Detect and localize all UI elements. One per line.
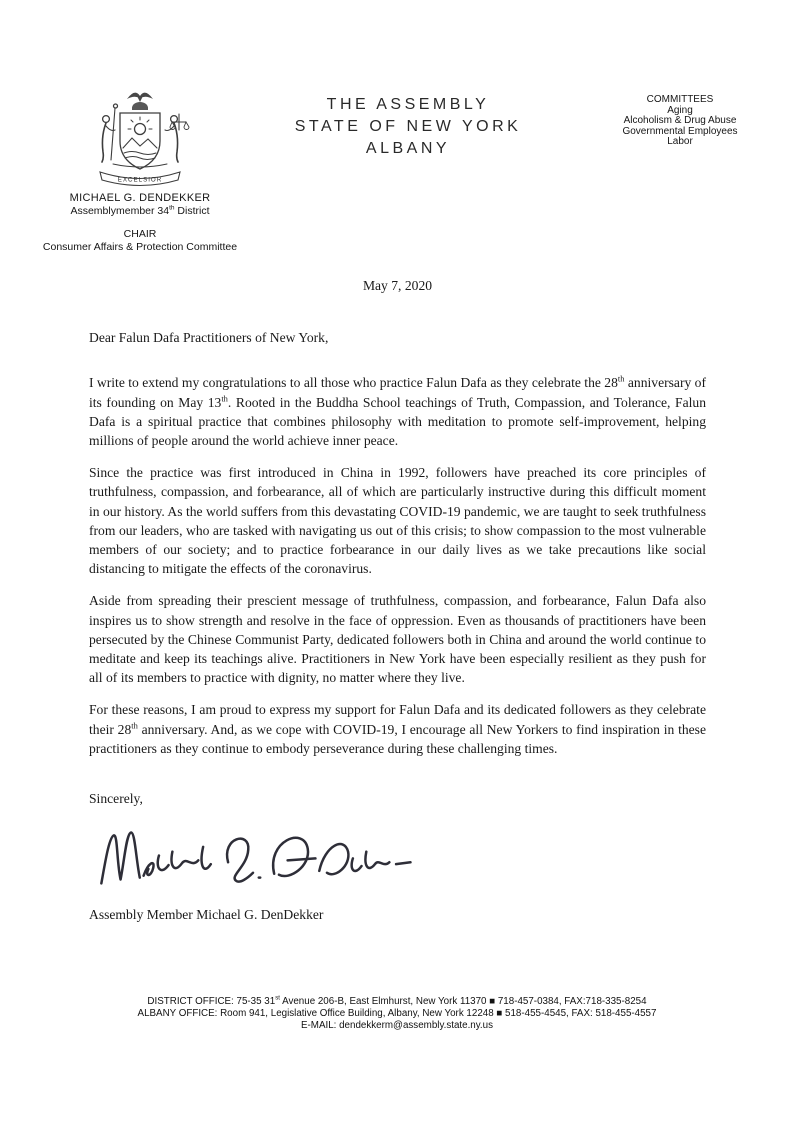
salutation: Dear Falun Dafa Practitioners of New York, xyxy=(89,330,329,346)
seal-motto-text: EXCELSIOR xyxy=(117,176,163,184)
committee-item: Alcoholism & Drug Abuse xyxy=(623,115,737,126)
letter-body xyxy=(89,276,706,924)
chair-label: CHAIR xyxy=(123,228,157,240)
closing: Sincerely, xyxy=(89,791,143,807)
member-name: MICHAEL G. DENDEKKER xyxy=(69,192,211,204)
paragraph-1: I write to extend my congratulations to all those who practice Falun Dafa as they celebrate the 28th anniversary of its founding on May 13th. Rooted in the Buddha School teachings of Truth, Compassion, and Tolerance, Falun Dafa is a spiritual practice that combines philosophy with meditation to promote self-improvement, helping millions of people around the world achieve inner peace. xyxy=(89,373,707,449)
albany-office-line: ALBANY OFFICE: Room 941, Legislative Office Building, Albany, New York 12248 ■ 518-455-4545, FAX: 518-455-4557 xyxy=(137,1008,657,1019)
committees-list xyxy=(596,95,764,148)
signed-by-name: Assembly Member Michael G. DenDekker xyxy=(89,907,324,923)
new-york-state-seal-icon xyxy=(75,85,205,195)
assembly-title-line-2: STATE OF NEW YORK xyxy=(294,118,522,135)
paragraph-2: Since the practice was first introduced in China in 1992, followers have preached its core principles of truthfulness, compassion, and forbearance, all of which are particularly instructive during this difficult moment in our history. As the world suffers from this devastating COVID-19 pandemic, we are taught to seek truthfulness from our leaders, who are tasked with navigating us out of this crisis; to show compassion to the most vulnerable members of our society; and to practice forbearance in our daily lives as we take precautions like social distancing to mitigate the effects of the coronavirus. xyxy=(89,465,706,577)
assembly-letterhead-title xyxy=(247,94,569,160)
letter-date: May 7, 2020 xyxy=(362,278,433,293)
committees-heading: COMMITTEES xyxy=(646,94,714,105)
assembly-title-line-3: ALBANY xyxy=(365,140,451,157)
paragraph-4: For these reasons, I am proud to express my support for Falun Dafa and its dedicated followers as they celebrate their 28th anniversary. And, as we cope with COVID-19, I encourage all New Yorkers to find inspiration in these practitioners as they continue to embody perseverance during these challenging times. xyxy=(89,702,707,756)
signature-handwriting xyxy=(93,820,415,892)
footer-contact-block xyxy=(0,996,794,1032)
committee-item: Aging xyxy=(667,104,693,116)
member-district-title: Assemblymember 34th District xyxy=(70,204,210,217)
paragraph-3: Aside from spreading their prescient message of truthfulness, compassion, and forbearance, Falun Dafa also inspires us to show strength and resolve in the face of oppression. Even as thousands of practitioners have been persecuted by the Chinese Communist Party, dedicated followers both in China and around the world continue to meditate and keep its teachings alive. Practitioners in New York have been especially resilient as they push for all of its members to practice with dignity, no matter where they live. xyxy=(89,593,706,686)
committee-item: Labor xyxy=(667,136,693,147)
district-office-line: DISTRICT OFFICE: 75-35 31st Avenue 206-B, East Elmhurst, New York 11370 ■ 718-457-0384, FAX:718-335-8254 xyxy=(147,995,647,1007)
email-line: E-MAIL: dendekkerm@assembly.state.ny.us xyxy=(301,1020,493,1031)
chair-committee: Consumer Affairs & Protection Committee xyxy=(42,241,238,253)
member-block xyxy=(28,192,252,253)
committee-item: Governmental Employees xyxy=(622,125,738,137)
assembly-title-line-1: THE ASSEMBLY xyxy=(326,96,490,113)
